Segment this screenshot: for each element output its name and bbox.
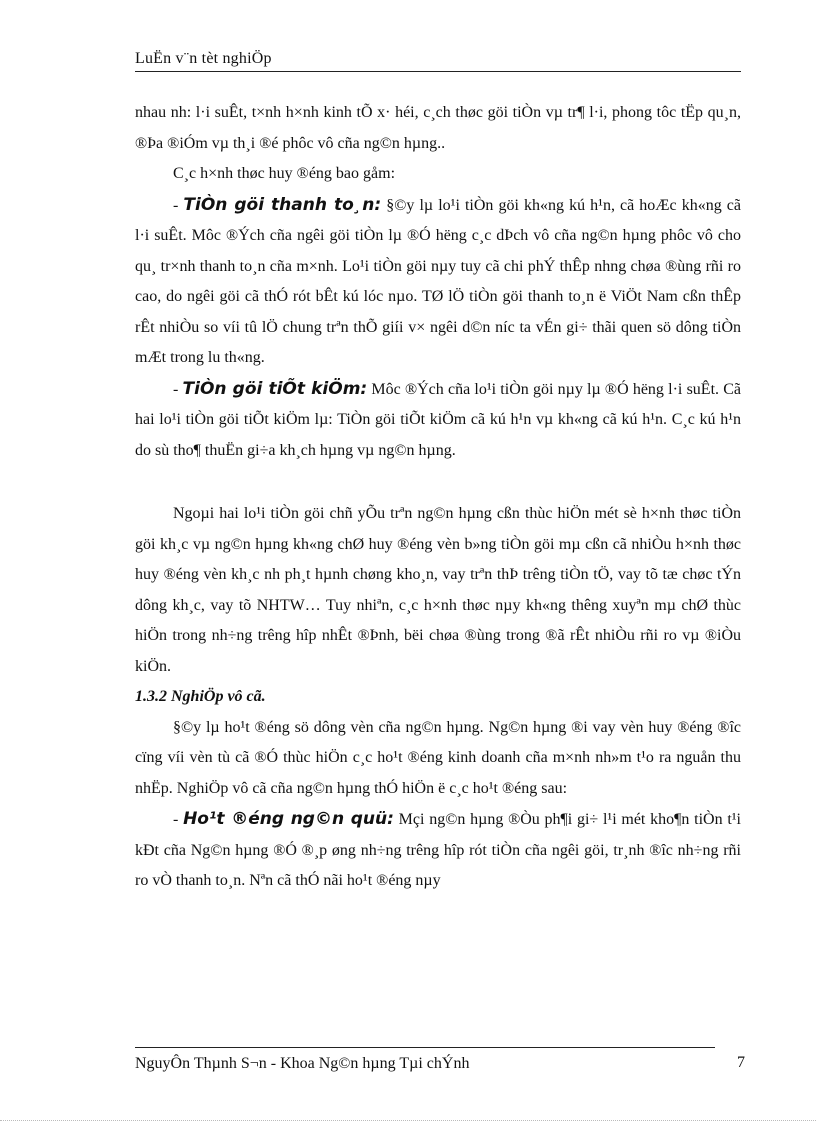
- running-footer: NguyÔn Thµnh S¬n - Khoa Ng©n hµng Tµi chÝnh: [135, 1055, 470, 1072]
- paragraph-text: Mçi ng©n hµng ®Òu ph¶i gi÷ l¹i mét kho¶n tiÒn t¹i kÐt cña Ng©n hµng ®Ó ®¸p øng nh÷ng trêng hîp rót tiÒn cña ngêi göi, tr¸nh ®îc nh÷ng rñi ro vÒ thanh to¸n. Nªn cã thÓ nãi ho¹t ®éng nµy: [135, 811, 742, 889]
- paragraph-2: C¸c h×nh thøc huy ®éng bao gåm:: [173, 165, 396, 182]
- bullet-dash: -: [173, 811, 184, 828]
- bullet-dash: -: [173, 380, 183, 398]
- header-rule: [135, 71, 741, 72]
- paragraph-treasury: [135, 804, 741, 897]
- paragraph-asset-business: §©y lµ ho¹t ®éng sö dông vèn cña ng©n hµng. Ng©n hµng ®i vay vèn huy ®éng ®îc cïng víi vèn tù cã ®Ó thùc hiÖn c¸c ho¹t ®éng kinh doanh cña m×nh nh»m t¹o ra nguån thu nhËp. NghiÖp vô cã cña ng©n hµng thÓ hiÖn ë c¸c ho¹t ®éng sau:: [135, 718, 741, 797]
- bullet-dash: -: [173, 196, 184, 214]
- document-body: [135, 98, 741, 897]
- term-treasury: Ho¹t ®éng ng©n quü:: [183, 809, 394, 829]
- paragraph-deposit-savings: [135, 374, 741, 467]
- term-savings-deposit: TiÒn göi tiÕt kiÖm:: [182, 378, 368, 399]
- section-heading: 1.3.2 NghiÖp vô cã.: [135, 688, 266, 705]
- paragraph-deposit-payment: [135, 190, 741, 374]
- running-header: LuËn v¨n tèt nghiÖp: [135, 50, 272, 67]
- paragraph-other-forms: Ngoµi hai lo¹i tiÒn göi chñ yÕu trªn ng©n hµng cßn thùc hiÖn mét sè h×nh thøc tiÒn göi kh¸c vµ ng©n hµng kh«ng chØ huy ®éng vèn b»ng tiÒn göi mµ cßn cã nhiÒu h×nh thøc huy ®éng vèn kh¸c nh ph¸t hµnh chøng kho¸n, vay trªn thÞ trêng tiÒn tÖ, vay tõ tæ chøc tÝn dông kh¸c, vay tõ NHTW… Tuy nhiªn, c¸c h×nh thøc nµy kh«ng thêng xuyªn mµ chØ thùc hiÖn trong nh÷ng trêng hîp nhÊt ®Þnh, bëi chøa ®ùng trong ®ã rÊt nhiÒu rñi ro vµ ®iÒu kiÖn.: [135, 505, 741, 675]
- footer-rule: [135, 1047, 715, 1048]
- paragraph-1: nhau nh: l·i suÊt, t×nh h×nh kinh tÕ x· héi, c¸ch thøc göi tiÒn vµ tr¶ l·i, phong tôc tËp qu¸n, ®Þa ®iÓm vµ th¸i ®é phôc vô cña ng©n hµng..: [135, 104, 741, 152]
- term-payment-deposit: TiÒn göi thanh to¸n:: [183, 194, 382, 215]
- paragraph-text: Môc ®Ých cña lo¹i tiÒn göi nµy lµ ®Ó hëng l·i suÊt. Cã hai lo¹i tiÒn göi tiÕt kiÖm lµ: TiÒn göi tiÕt kiÖm cã kú h¹n vµ kh«ng cã kú h¹n. C¸c kú h¹n do sù tho¶ thuËn gi÷a kh¸ch hµng vµ ng©n hµng.: [135, 380, 741, 459]
- page-number: 7: [737, 1054, 745, 1071]
- paragraph-text: §©y lµ lo¹i tiÒn göi kh«ng kú h¹n, cã hoÆc kh«ng cã l·i suÊt. Môc ®Ých cña ngêi göi tiÒn lµ ®Ó hëng c¸c dÞch vô cña ng©n hµng phôc vô cho qu¸ tr×nh thanh to¸n cña m×nh. Lo¹i tiÒn göi nµy tuy cã chi phÝ thÊp nhng chøa ®ùng rñi ro cao, do ngêi göi cã thÓ rót bÊt kú lóc nµo. TØ lÖ tiÒn göi thanh to¸n ë ViÖt Nam cßn thÊp rÊt nhiÒu so víi tû lÖ chung trªn thÕ giíi v× ngêi d©n níc ta vÉn gi÷ thãi quen sö dông tiÒn mÆt trong lu th«ng.: [135, 196, 741, 366]
- page-edge-dots: [0, 1120, 816, 1121]
